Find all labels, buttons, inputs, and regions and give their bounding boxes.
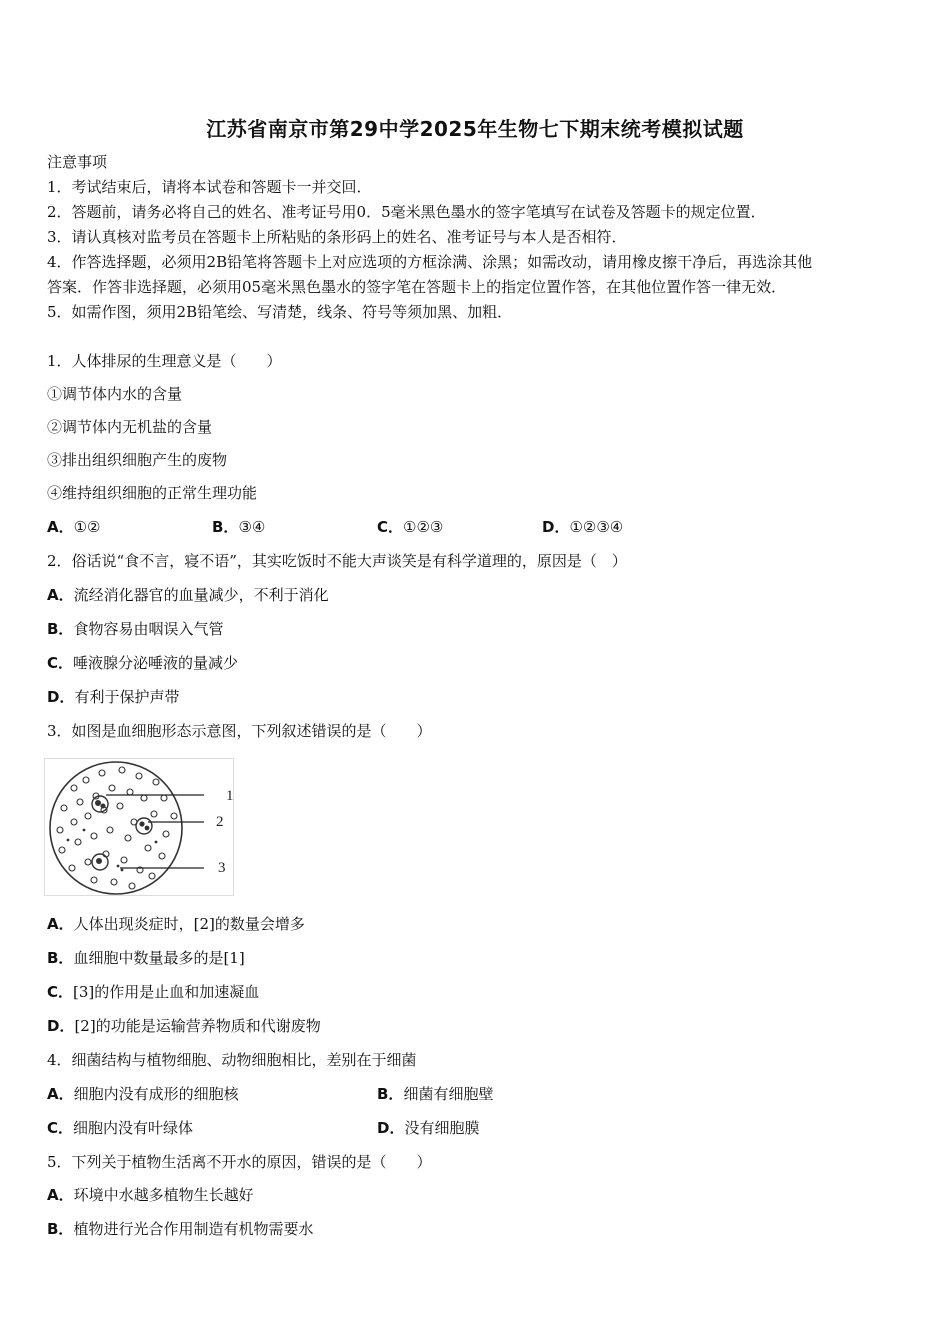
q4-option-c — [47, 1118, 193, 1138]
option-letter: A． — [47, 586, 74, 604]
option-text: 血细胞中数量最多的是[1] — [73, 949, 245, 967]
question-2-stem: 2．俗话说“食不言，寝不语”，其实吃饭时不能大声谈笑是有科学道理的，原因是（ ） — [47, 552, 627, 570]
option-text: ①②③④ — [569, 518, 624, 536]
option-letter: B． — [47, 1220, 74, 1238]
option-text: 食物容易由咽误入气管 — [73, 620, 224, 638]
q5-option-b — [47, 1219, 313, 1239]
option-letter: D． — [47, 688, 75, 706]
notice-item: 3．请认真核对监考员在答题卡上所粘贴的条形码上的姓名、准考证号与本人是否相符． — [47, 228, 627, 246]
option-letter: B． — [212, 518, 239, 536]
option-text: 流经消化器官的血量减少，不利于消化 — [73, 586, 329, 604]
option-text: ③④ — [238, 518, 266, 536]
option-letter: D． — [377, 1119, 405, 1137]
q1-option-b — [212, 517, 265, 537]
q4-option-a — [47, 1084, 239, 1104]
red-blood-cells — [57, 767, 177, 889]
blood-cell-diagram — [44, 758, 234, 896]
q4-option-d — [377, 1118, 479, 1138]
notice-item: 1．考试结束后，请将本试卷和答题卡一并交回． — [47, 178, 372, 196]
question-4-stem: 4．细菌结构与植物细胞、动物细胞相比，差别在于细菌 — [47, 1051, 417, 1069]
question-5-stem: 5．下列关于植物生活离不开水的原因，错误的是（ ） — [47, 1153, 432, 1171]
page-title: 江苏省南京市第29中学2025年生物七下期末统考模拟试题 — [206, 117, 744, 141]
q3-option-d — [47, 1016, 321, 1036]
notice-item: 答案．作答非选择题，必须用05毫米黑色墨水的签字笔在答题卡上的指定位置作答，在其他位置作答一律无效． — [47, 278, 787, 296]
notice-item: 2．答题前，请务必将自己的姓名、准考证号用0．5毫米黑色墨水的签字笔填写在试卷及答题卡的规定位置． — [47, 203, 766, 221]
option-text: 植物进行光合作用制造有机物需要水 — [73, 1220, 314, 1238]
option-text: 细菌有细胞壁 — [403, 1085, 494, 1103]
option-letter: B． — [47, 620, 74, 638]
q3-option-b — [47, 948, 245, 968]
option-text: [2]的功能是运输营养物质和代谢废物 — [74, 1017, 321, 1035]
q2-option-d — [47, 687, 179, 707]
notice-heading: 注意事项 — [47, 153, 108, 171]
q1-option-a — [47, 517, 101, 537]
q1-statement: ①调节体内水的含量 — [47, 385, 183, 403]
q2-option-b — [47, 619, 223, 639]
q1-option-c — [377, 517, 443, 537]
q1-option-d — [542, 517, 623, 537]
q2-option-c — [47, 653, 238, 673]
option-letter: C． — [47, 654, 74, 672]
option-letter: C． — [47, 983, 74, 1001]
option-text: ①② — [73, 518, 101, 536]
option-text: 没有细胞膜 — [404, 1119, 480, 1137]
option-text: 唾液腺分泌唾液的量减少 — [73, 654, 239, 672]
figure-label-1: 1 — [226, 788, 234, 804]
option-letter: C． — [47, 1119, 74, 1137]
option-text: 细胞内没有成形的细胞核 — [73, 1085, 239, 1103]
field-of-view-circle — [50, 762, 182, 894]
q5-option-a — [47, 1185, 254, 1205]
option-letter: A． — [47, 915, 74, 933]
figure-label-2: 2 — [216, 814, 224, 830]
q1-statement: ③排出组织细胞产生的废物 — [47, 451, 228, 469]
option-letter: A． — [47, 518, 74, 536]
option-text: 细胞内没有叶绿体 — [73, 1119, 194, 1137]
option-text: 人体出现炎症时，[2]的数量会增多 — [73, 915, 305, 933]
q4-option-b — [377, 1084, 493, 1104]
question-3-stem: 3．如图是血细胞形态示意图，下列叙述错误的是（ ） — [47, 722, 432, 740]
platelets — [67, 829, 158, 872]
option-text: 环境中水越多植物生长越好 — [73, 1186, 254, 1204]
q3-option-a — [47, 914, 305, 934]
figure-label-3: 3 — [218, 860, 226, 876]
q3-option-c — [47, 982, 259, 1002]
q1-statement: ④维持组织细胞的正常生理功能 — [47, 484, 258, 502]
notice-item: 5．如需作图，须用2B铅笔绘、写清楚，线条、符号等须加黑、加粗． — [47, 303, 513, 321]
question-1-stem: 1．人体排尿的生理意义是（ ） — [47, 352, 282, 370]
q2-option-a — [47, 585, 329, 605]
option-letter: C． — [377, 518, 404, 536]
option-letter: A． — [47, 1085, 74, 1103]
notice-item: 4．作答选择题，必须用2B铅笔将答题卡上对应选项的方框涂满、涂黑；如需改动，请用橡皮擦干净后，再选涂其他 — [47, 253, 813, 271]
option-letter: B． — [47, 949, 74, 967]
option-letter: D． — [542, 518, 570, 536]
label-lines — [106, 795, 204, 868]
option-text: 有利于保护声带 — [74, 688, 180, 706]
white-blood-cells — [92, 796, 152, 870]
option-letter: D． — [47, 1017, 75, 1035]
option-letter: B． — [377, 1085, 404, 1103]
option-text: ①②③ — [403, 518, 444, 536]
option-letter: A． — [47, 1186, 74, 1204]
q1-statement: ②调节体内无机盐的含量 — [47, 418, 213, 436]
option-text: [3]的作用是止血和加速凝血 — [73, 983, 260, 1001]
